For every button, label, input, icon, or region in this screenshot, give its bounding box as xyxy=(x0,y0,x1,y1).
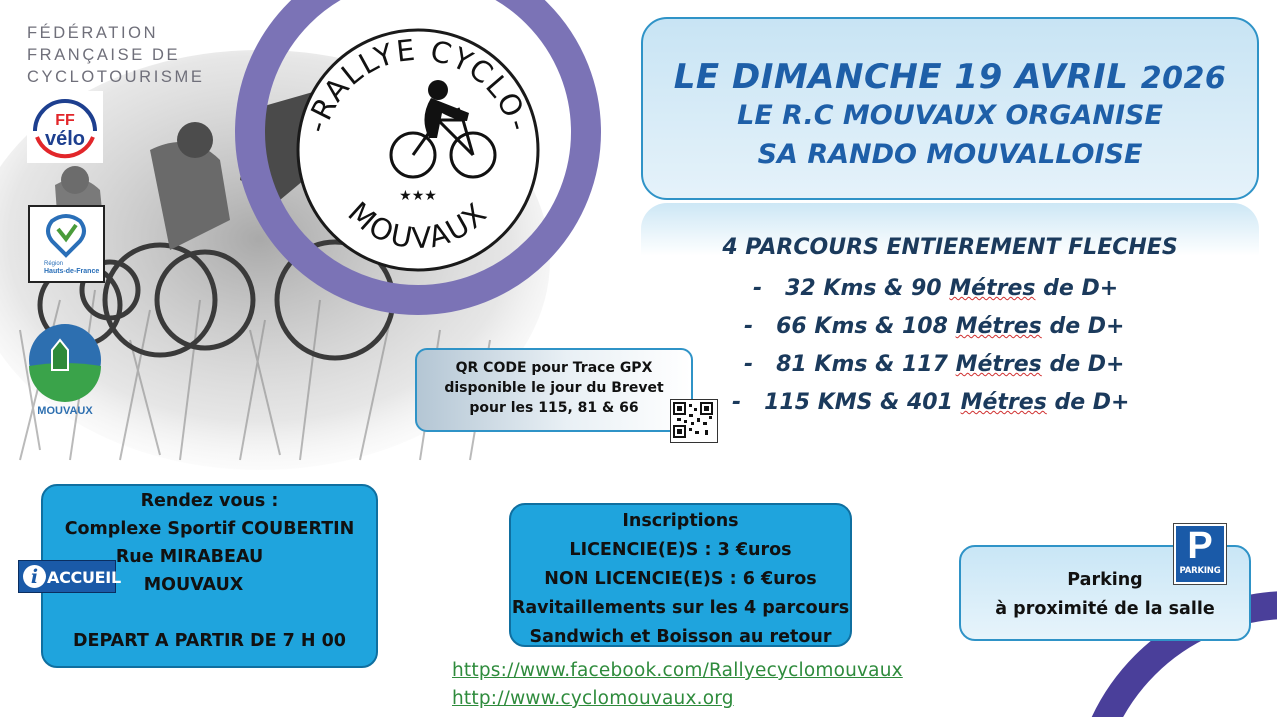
route-distance: 115 KMS & 401 xyxy=(764,390,953,415)
routes-box xyxy=(641,203,1259,443)
parking-sign-icon xyxy=(1174,524,1226,584)
route-unit: Métres xyxy=(955,314,1042,339)
route-item xyxy=(732,390,1130,415)
event-title-box xyxy=(641,17,1259,200)
facebook-link[interactable]: https://www.facebook.com/Rallyecyclomouvaux xyxy=(452,660,903,681)
meeting-line: Complexe Sportif COUBERTIN xyxy=(64,519,355,539)
registration-line: Inscriptions xyxy=(622,511,739,531)
route-unit: Métres xyxy=(955,352,1042,377)
registration-line: LICENCIE(E)S : 3 €uros xyxy=(569,540,792,560)
route-distance: 32 Kms & 90 xyxy=(785,276,942,301)
club-logo-arc-bottom: MOUVAUX xyxy=(341,195,495,256)
qr-note-line: disponible le jour du Brevet xyxy=(444,380,664,396)
region-logo-line: Région xyxy=(44,261,64,267)
route-dash: - xyxy=(753,276,763,301)
event-organiser: LE R.C MOUVAUX ORGANISE xyxy=(737,100,1163,131)
gpx-qr-code[interactable] xyxy=(670,399,718,443)
routes-heading: 4 PARCOURS ENTIEREMENT FLECHES xyxy=(722,235,1178,260)
departure-time: DEPART A PARTIR DE 7 H 00 xyxy=(72,631,346,651)
route-dash: - xyxy=(744,314,754,339)
info-icon: i xyxy=(23,565,46,588)
route-dash: - xyxy=(732,390,742,415)
registration-line: NON LICENCIE(E)S : 6 €uros xyxy=(544,569,817,589)
region-hauts-de-france-logo xyxy=(28,205,105,283)
federation-line: FRANÇAISE DE xyxy=(27,46,181,64)
meeting-line: Rue MIRABEAU xyxy=(115,547,264,567)
route-item xyxy=(744,352,1124,377)
event-date xyxy=(643,57,1257,97)
meeting-line: Rendez vous : xyxy=(140,491,279,511)
meeting-line xyxy=(43,599,376,627)
accueil-label: ACCUEIL xyxy=(47,568,121,587)
ffvelo-logo-ff: FF xyxy=(55,112,75,129)
registration-line: Ravitaillements sur les 4 parcours xyxy=(511,598,850,618)
registration-box xyxy=(509,503,852,647)
club-logo-arc-top: -RALLYE CYCLO- xyxy=(299,32,537,137)
parking-line: à proximité de la salle xyxy=(995,599,1215,619)
route-unit: Métres xyxy=(960,390,1047,415)
route-distance: 81 Kms & 117 xyxy=(776,352,948,377)
meeting-line: MOUVAUX xyxy=(143,575,244,595)
route-elevation-label: de D+ xyxy=(1054,390,1130,415)
federation-name xyxy=(27,22,204,88)
qr-code-note xyxy=(415,348,693,432)
parking-sign-label: PARKING xyxy=(1179,566,1221,576)
route-distance: 66 Kms & 108 xyxy=(776,314,948,339)
parking-sign-letter: P xyxy=(1187,525,1213,567)
route-item xyxy=(753,276,1118,301)
website-link[interactable]: http://www.cyclomouvaux.org xyxy=(452,688,734,709)
route-elevation-label: de D+ xyxy=(1049,314,1125,339)
region-logo-line: Hauts-de-France xyxy=(44,268,100,275)
mouvaux-town-logo xyxy=(22,320,108,418)
parking-line: Parking xyxy=(1067,570,1143,590)
event-date-text: LE DIMANCHE 19 AVRIL xyxy=(673,57,1129,97)
route-unit: Métres xyxy=(949,276,1036,301)
ffvelo-logo xyxy=(27,91,103,163)
federation-line: FÉDÉRATION xyxy=(27,24,159,42)
town-logo-label: MOUVAUX xyxy=(37,405,93,417)
registration-line: Sandwich et Boisson au retour xyxy=(529,627,832,647)
qr-note-line: QR CODE pour Trace GPX xyxy=(455,360,653,376)
event-name: SA RANDO MOUVALLOISE xyxy=(757,139,1143,170)
federation-line: CYCLOTOURISME xyxy=(27,68,205,86)
route-elevation-label: de D+ xyxy=(1043,276,1119,301)
club-logo xyxy=(228,0,608,320)
event-year: 2026 xyxy=(1140,61,1227,96)
route-elevation-label: de D+ xyxy=(1049,352,1125,377)
club-logo-stars: ★★★ xyxy=(399,188,437,204)
route-item xyxy=(744,314,1124,339)
route-dash: - xyxy=(744,352,754,377)
ffvelo-logo-velo: vélo xyxy=(44,128,86,150)
qr-note-line: pour les 115, 81 & 66 xyxy=(469,400,639,416)
accueil-sign xyxy=(18,560,121,593)
